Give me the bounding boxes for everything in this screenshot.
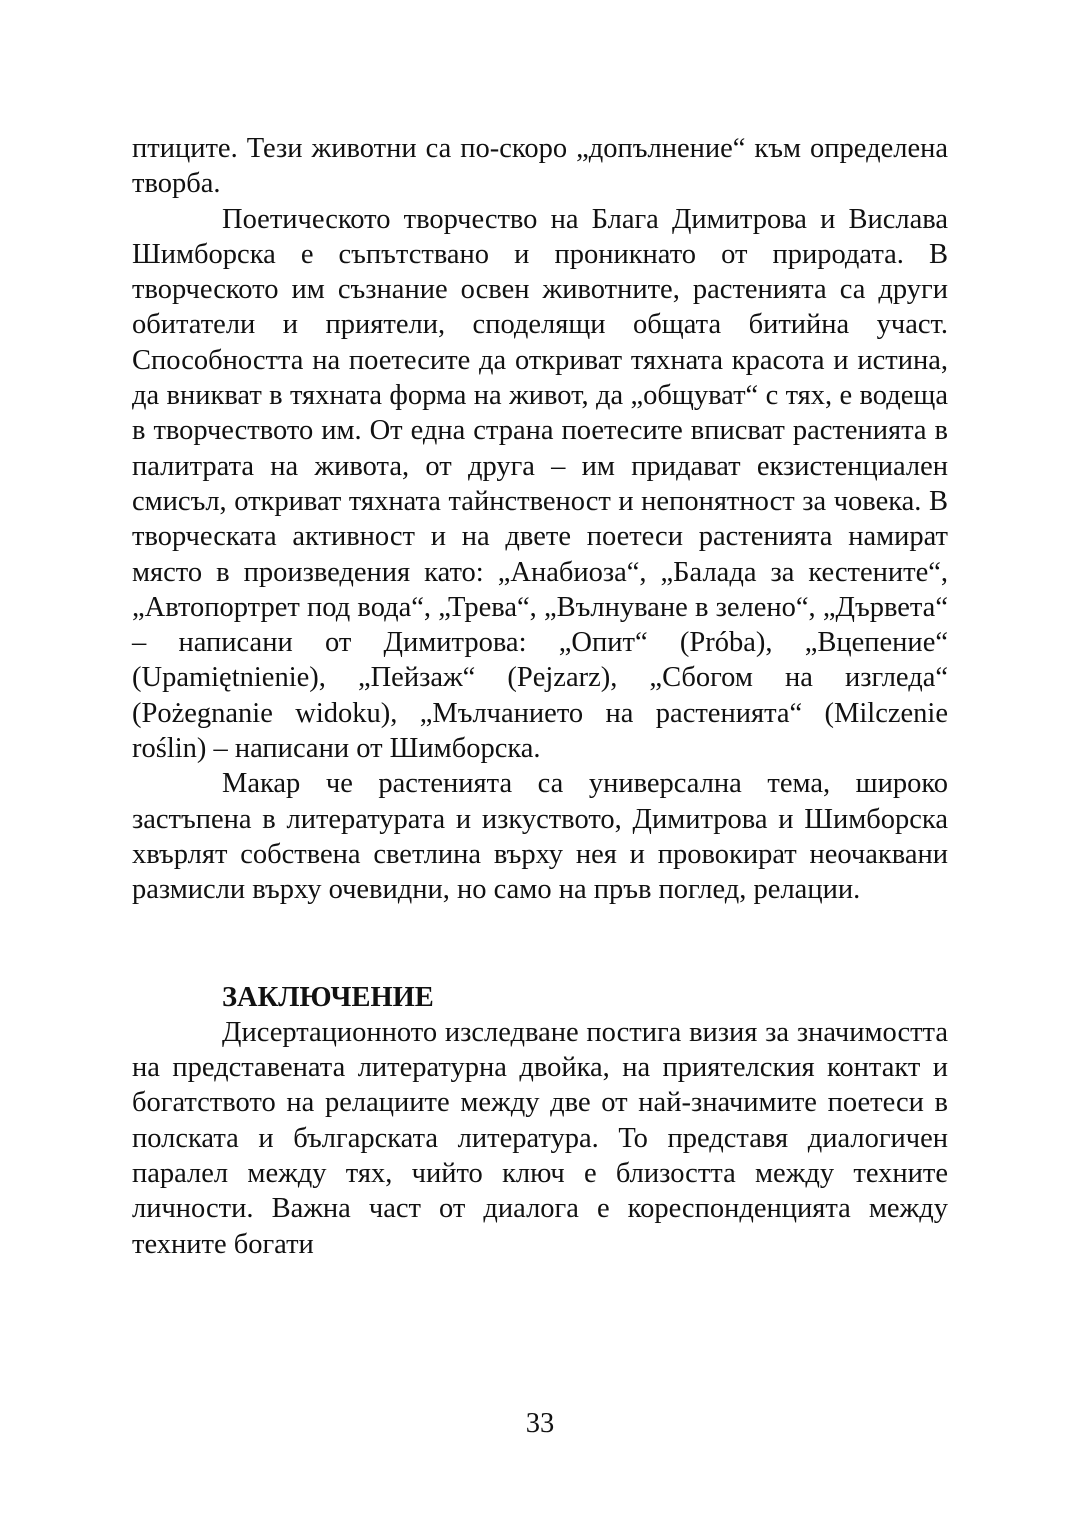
section-heading-conclusion: ЗАКЛЮЧЕНИЕ <box>222 981 434 1013</box>
paragraph-plants-poetry: Поетическото творчество на Блага Димитрова и Вислава Шимборска е съпътствано и проникнато от природата. В творческото им съзнание освен животните, растенията са други обитатели и приятели, споделящи общата битийна участ. Способността на поетесите да откриват тяхната красота и истина, да вникват в тяхната форма на живот, да „общуват“ с тях, е водеща в творчеството им. От една страна поетесите вписват растенията в палитрата на живота, от друга – им придават екзистенциален смисъл, откриват тяхната тайнственост и непонятност за човека. В творческата активност и на двете поетеси растенията намират място в произведения като: „Анабиоза“, „Балада за кестените“, „Автопортрет под вода“, „Трева“, „Вълнуване в зелено“, „Дървета“ – написани от Димитрова: „Опит“ (Próba), „Вцепение“ (Upamiętnienie), „Пейзаж“ (Pejzarz), „Сбогом на изгледа“ (Pożegnanie widoku), „Мълчанието на растенията“ (Milczenie roślin) – написани от Шимборска. <box>132 203 948 765</box>
paragraph-continuation: птиците. Тези животни са по-скоро „допълнение“ към определена творба. <box>132 133 948 200</box>
page-number: 33 <box>525 1408 555 1439</box>
page-text-body <box>132 131 948 1262</box>
paragraph-universal-theme: Макар че растенията са универсална тема, широко застъпена в литературата и изкуството, Димитрова и Шимборска хвърлят собствена светлина върху нея и провокират неочаквани размисли върху очевидни, но само на пръв поглед, релации. <box>132 768 948 906</box>
paragraph-conclusion: Дисертационното изследване постига визия за значимостта на представената литературна двойка, на приятелския контакт и богатството на релациите между две от най-значимите поетеси в полската и българската литература. То представя диалогичен паралел между тях, чийто ключ е близостта между техните личности. Важна част от диалога е кореспонденцията между техните богати <box>132 1016 948 1260</box>
